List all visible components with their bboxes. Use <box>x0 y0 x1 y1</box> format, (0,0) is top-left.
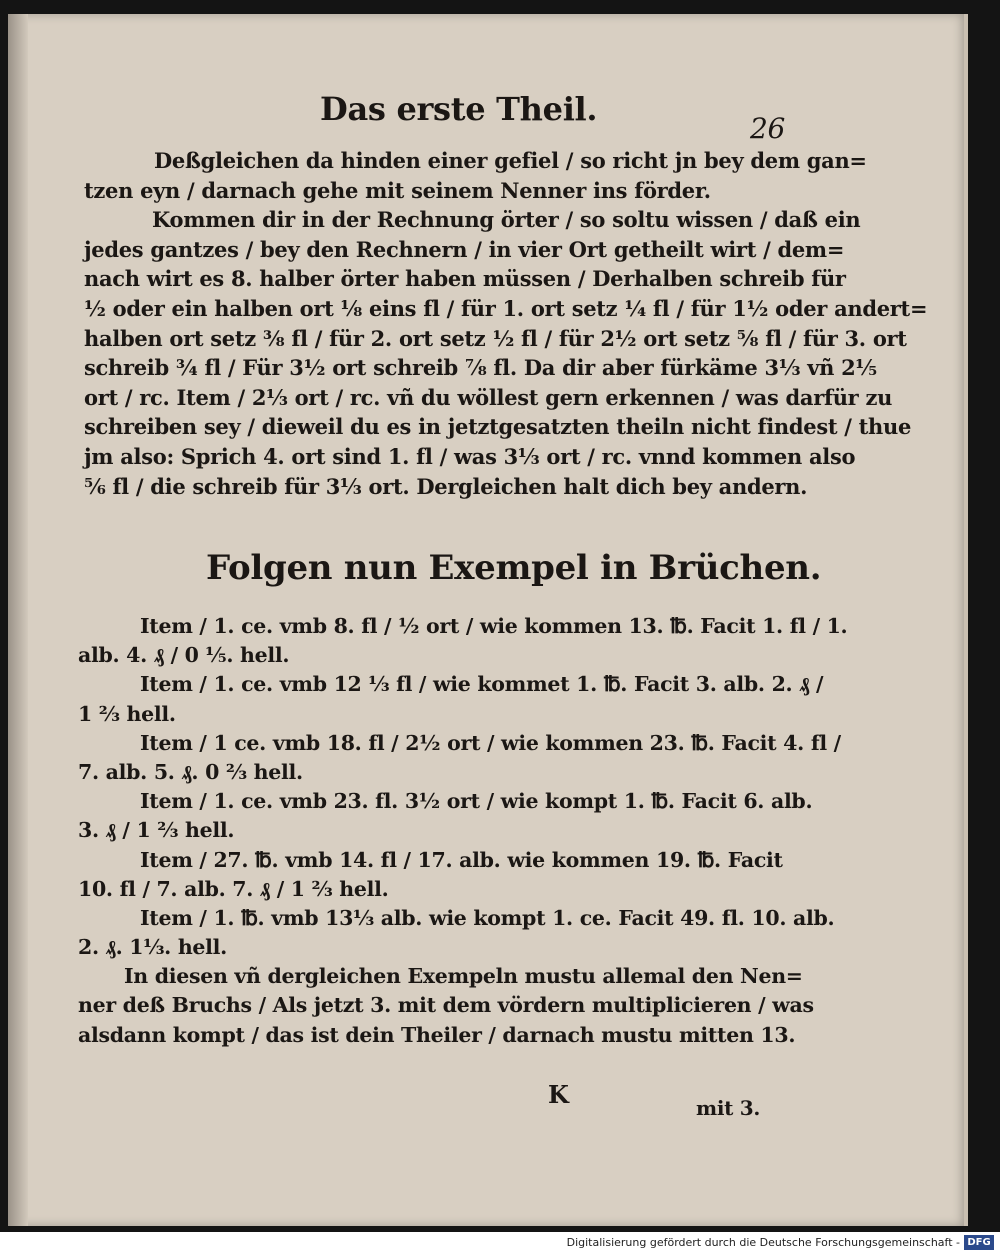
book-page <box>8 14 968 1226</box>
signature-mark: K <box>548 1080 569 1109</box>
text-line: schreib ¾ fl / Für 3½ ort schreib ⅞ fl. Da dir aber fürkäme 3⅓ vñ 2⅕ <box>84 355 877 381</box>
text-line: halben ort setz ⅜ fl / für 2. ort setz ½ fl / für 2½ ort setz ⅝ fl / für 3. ort <box>84 325 907 351</box>
page-number: 26 <box>750 112 786 145</box>
example-line: 10. fl / 7. alb. 7. ₰ / 1 ⅔ hell. <box>78 876 389 901</box>
text-line: Deßgleichen da hinden einer gefiel / so richt jn bey dem gan= <box>154 148 867 173</box>
running-head: Das erste Theil. <box>320 90 598 128</box>
example-line: Item / 1. ℔. vmb 13⅓ alb. wie kompt 1. ce. Facit 49. fl. 10. alb. <box>140 905 835 930</box>
example-line: 7. alb. 5. ₰. 0 ⅔ hell. <box>78 759 303 784</box>
example-line: alsdann kompt / das ist dein Theiler / darnach mustu mitten 13. <box>78 1022 796 1047</box>
text-line: jedes gantzes / bey den Rechnern / in vier Ort getheilt wirt / dem= <box>84 236 845 262</box>
examples-block <box>78 612 848 1050</box>
footer-credit: Digitalisierung gefördert durch die Deutsche Forschungsgemeinschaft - <box>566 1236 960 1249</box>
example-line: 3. ₰ / 1 ⅔ hell. <box>78 818 235 843</box>
example-line: Item / 27. ℔. vmb 14. fl / 17. alb. wie kommen 19. ℔. Facit <box>140 847 783 872</box>
text-line: nach wirt es 8. halber örter haben müssen / Derhalben schreib für <box>84 266 846 292</box>
text-line: jm also: Sprich 4. ort sind 1. fl / was 3⅓ ort / rc. vnnd kommen also <box>84 443 856 469</box>
text-line: Kommen dir in der Rechnung örter / so soltu wissen / daß ein <box>152 207 861 233</box>
catchword: mit 3. <box>696 1096 761 1120</box>
page-edge <box>964 14 968 1226</box>
text-line: schreiben sey / dieweil du es in jetztgesatzten theiln nicht findest / thue <box>84 414 912 440</box>
example-line: Item / 1 ce. vmb 18. fl / 2½ ort / wie kommen 23. ℔. Facit 4. fl / <box>140 730 841 755</box>
intro-paragraphs <box>84 146 928 501</box>
page-gutter <box>8 14 28 1226</box>
example-line: ner deß Bruchs / Als jetzt 3. mit dem vördern multiplicieren / was <box>78 993 814 1018</box>
example-line: In diesen vñ dergleichen Exempeln mustu allemal den Nen= <box>124 964 803 989</box>
example-line: Item / 1. ce. vmb 12 ⅓ fl / wie kommet 1. ℔. Facit 3. alb. 2. ₰ / <box>140 672 824 697</box>
text-line: tzen eyn / darnach gehe mit seinem Nenner ins förder. <box>84 177 711 203</box>
example-line: 1 ⅔ hell. <box>78 701 176 726</box>
example-line: alb. 4. ₰ / 0 ⅕. hell. <box>78 643 290 668</box>
text-line: ⅚ fl / die schreib für 3⅓ ort. Dergleichen halt dich bey andern. <box>84 473 808 499</box>
example-line: 2. ₰. 1⅓. hell. <box>78 935 227 960</box>
text-line: ½ oder ein halben ort ⅛ eins fl / für 1. ort setz ¼ fl / für 1½ oder andert= <box>84 295 928 321</box>
section-heading: Folgen nun Exempel in Brüchen. <box>206 548 822 588</box>
example-line: Item / 1. ce. vmb 8. fl / ½ ort / wie kommen 13. ℔. Facit 1. fl / 1. <box>140 614 848 638</box>
text-line: ort / rc. Item / 2⅓ ort / rc. vñ du wöllest gern erkennen / was darfür zu <box>84 384 893 410</box>
example-line: Item / 1. ce. vmb 23. fl. 3½ ort / wie kompt 1. ℔. Facit 6. alb. <box>140 789 813 814</box>
dfg-logo-icon: DFG <box>964 1235 994 1250</box>
